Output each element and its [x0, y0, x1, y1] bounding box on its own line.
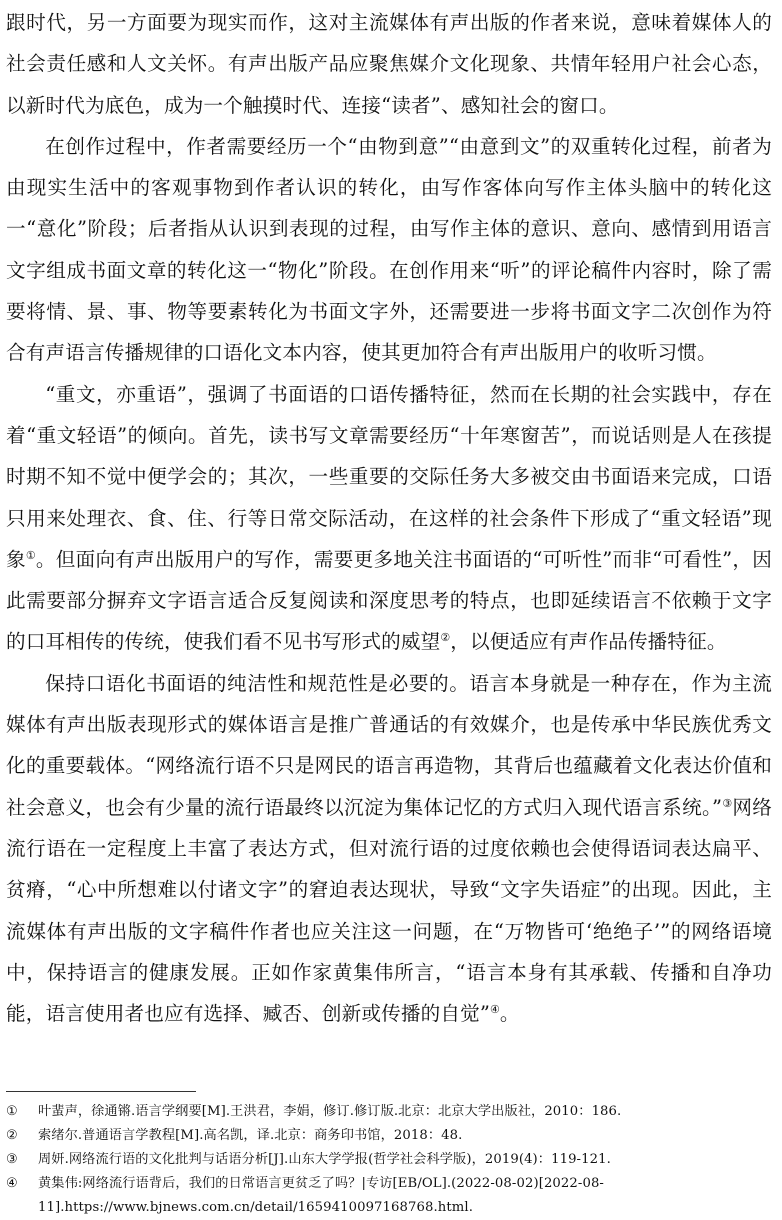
footnote-list [6, 1100, 774, 1220]
paragraph-text: 。但面向有声出版用户的写作，需要更多地关注书面语的“可听性”而非“可看性”，因此需要部分摒弃文字语言适合反复阅读和深度思考的特点，也即延续语言不依赖于文字的口耳相传的传统，使我们看不见书写形式的威望 [6, 547, 772, 654]
footnote [6, 1124, 774, 1148]
footnote-divider [6, 1091, 196, 1092]
paragraph-text: “重文，亦重语”，强调了书面语的口语传播特征，然而在长期的社会实践中，存在着“重文轻语”的倾向。首先，读书写文章需要经历“十年寒窗苦”，而说话则是人在孩提时期不知不觉中便学会的；其次，一些重要的交际任务大多被交由书面语来完成，口语只用来处理衣、食、住、行等日常交际活动，在这样的社会条件下形成了“重文轻语”现象 [6, 382, 772, 571]
paragraph-text: 保持口语化书面语的纯洁性和规范性是必要的。语言本身就是一种存在，作为主流媒体有声出版表现形式的媒体语言是推广普通话的有效媒介，也是传承中华民族优秀文化的重要载体。“网络流行语不只是网民的语言再造物，其背后也蕴藏着文化表达价值和社会意义，也会有少量的流行语最终以沉淀为集体记忆的方式归入现代语言系统。” [6, 671, 772, 819]
footnote [6, 1172, 774, 1220]
paragraph [6, 2, 772, 126]
paragraph-text: 网络流行语在一定程度上丰富了表达方式，但对流行语的过度依赖也会使得语词表达扁平、贫瘠，“心中所想难以付诸文字”的窘迫表达现状，导致“文字失语症”的出现。因此，主流媒体有声出版的文字稿件作者也应关注这一问题，在“万物皆可‘绝绝子’”的网络语境中，保持语言的健康发展。正如作家黄集伟所言，“语言本身有其承载、传播和自净功能，语言使用者也应有选择、臧否、创新或传播的自觉” [6, 795, 772, 1026]
paragraph [6, 126, 772, 374]
paragraph [6, 374, 772, 663]
paragraph-text: 在创作过程中，作者需要经历一个“由物到意”“由意到文”的双重转化过程，前者为由现实生活中的客观事物到作者认识的转化，由写作客体向写作主体头脑中的转化这一“意化”阶段；后者指从认识到表现的过程，由写作主体的意识、意向、感情到用语言文字组成书面文章的转化这一“物化”阶段。在创作用来“听”的评论稿件内容时，除了需要将情、景、事、物等要素转化为书面文字外，还需要进一步将书面文字二次创作为符合有声语言传播规律的口语化文本内容，使其更加符合有声出版用户的收听习惯。 [6, 134, 772, 365]
footnote-reference: ④ [490, 1003, 500, 1017]
paragraph [6, 663, 772, 1035]
footnote-mark: ② [6, 1128, 18, 1143]
footnote-reference: ① [25, 548, 36, 562]
paragraph-text: 。 [499, 1002, 520, 1026]
footnote-text: 叶蜚声，徐通锵.语言学纲要[M].王洪君，李娟，修订.修订版.北京：北京大学出版社，2010：186. [38, 1104, 622, 1119]
paragraph-text: ，以便适应有声作品传播特征。 [450, 630, 727, 654]
footnote-mark: ③ [6, 1152, 18, 1167]
footnotes [6, 1091, 774, 1220]
body-text [6, 2, 772, 1034]
paragraph-text: 跟时代，另一方面要为现实而作，这对主流媒体有声出版的作者来说，意味着媒体人的社会责任感和人文关怀。有声出版产品应聚焦媒介文化现象、共情年轻用户社会心态，以新时代为底色，成为一个触摸时代、连接“读者”、感知社会的窗口。 [6, 11, 772, 117]
footnote-text: 周妍.网络流行语的文化批判与话语分析[J].山东大学学报(哲学社会科学版)，2019(4)：119-121. [38, 1152, 611, 1167]
footnote-reference: ③ [722, 796, 733, 810]
footnote [6, 1148, 774, 1172]
footnote-mark: ① [6, 1104, 18, 1119]
footnote-reference: ② [440, 631, 451, 645]
footnote-mark: ④ [6, 1176, 18, 1191]
footnote [6, 1100, 774, 1124]
footnote-text: 黄集伟:网络流行语背后，我们的日常语言更贫乏了吗？|专访[EB/OL].(2022-08-02)[2022-08-11].https://www.bjnews.com.cn/detail/1659410097168768.html. [38, 1176, 604, 1215]
footnote-text: 索绪尔.普通语言学教程[M].高名凯，译.北京：商务印书馆，2018：48. [38, 1128, 463, 1143]
